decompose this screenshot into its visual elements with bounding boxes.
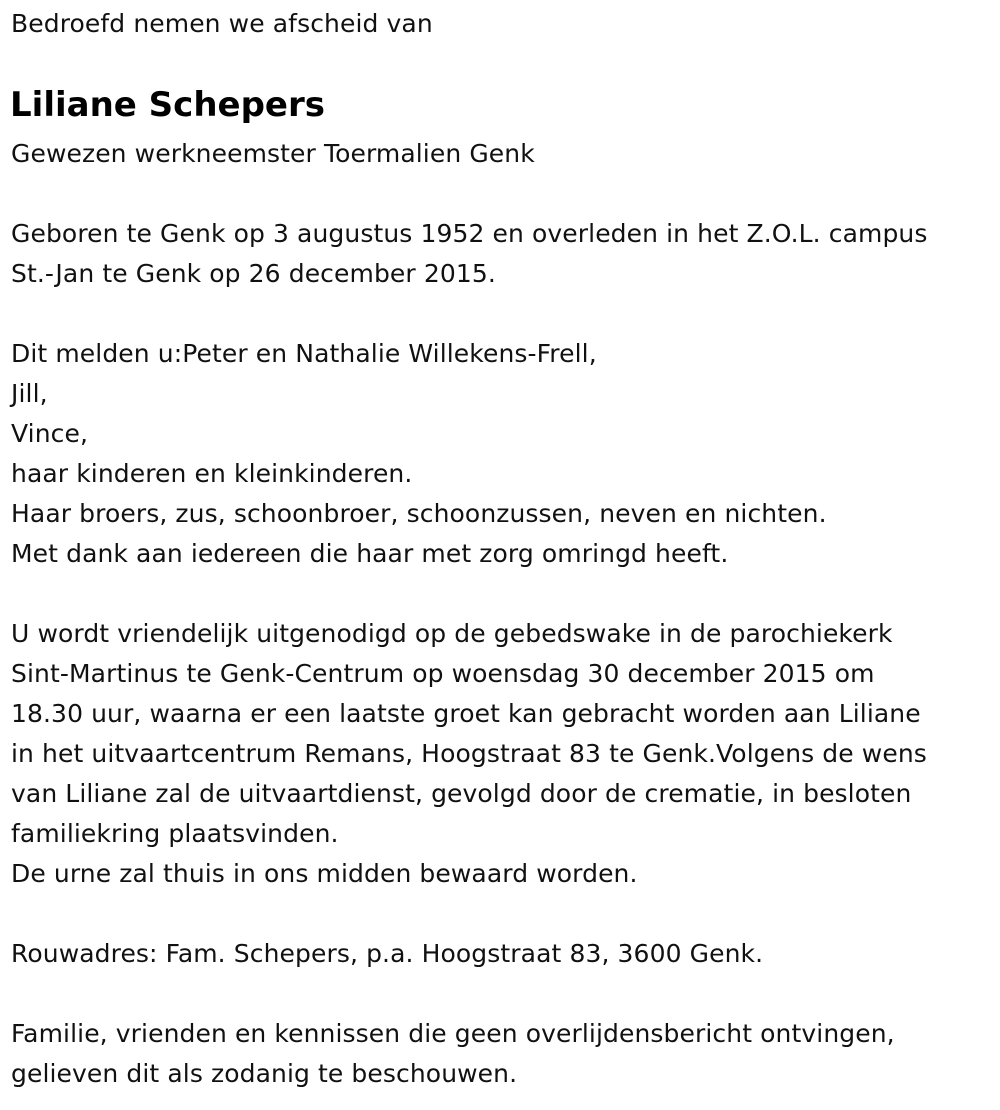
family-line: Met dank aan iedereen die haar met zorg omringd heeft. <box>11 539 729 568</box>
closing-line: gelieven dit als zodanig te beschouwen. <box>11 1059 518 1088</box>
invitation-line: De urne zal thuis in ons midden bewaard worden. <box>11 859 638 888</box>
subtitle-text: Gewezen werkneemster Toermalien Genk <box>11 139 535 168</box>
family-line: Jill, <box>11 379 48 408</box>
invitation-line: familiekring plaatsvinden. <box>11 819 339 848</box>
invitation-line: U wordt vriendelijk uitgenodigd op de gebedswake in de parochiekerk <box>11 619 893 648</box>
family-line: Haar broers, zus, schoonbroer, schoonzussen, neven en nichten. <box>11 499 827 528</box>
intro-text: Bedroefd nemen we afscheid van <box>11 9 433 38</box>
birth-death-line: Geboren te Genk op 3 augustus 1952 en overleden in het Z.O.L. campus <box>11 219 928 248</box>
invitation-line: in het uitvaartcentrum Remans, Hoogstraat 83 te Genk.Volgens de wens <box>11 739 927 768</box>
deceased-name: Liliane Schepers <box>10 85 325 125</box>
invitation-line: 18.30 uur, waarna er een laatste groet kan gebracht worden aan Liliane <box>11 699 921 728</box>
invitation-line: van Liliane zal de uitvaartdienst, gevolgd door de crematie, in besloten <box>11 779 912 808</box>
family-line: Vince, <box>11 419 89 448</box>
birth-death-line: St.-Jan te Genk op 26 december 2015. <box>11 259 496 288</box>
mourning-address: Rouwadres: Fam. Schepers, p.a. Hoogstraat 83, 3600 Genk. <box>11 939 764 968</box>
family-line: haar kinderen en kleinkinderen. <box>11 459 413 488</box>
closing-line: Familie, vrienden en kennissen die geen overlijdensbericht ontvingen, <box>11 1019 895 1048</box>
invitation-line: Sint-Martinus te Genk-Centrum op woensdag 30 december 2015 om <box>11 659 875 688</box>
family-line: Dit melden u:Peter en Nathalie Willekens-Frell, <box>11 339 597 368</box>
